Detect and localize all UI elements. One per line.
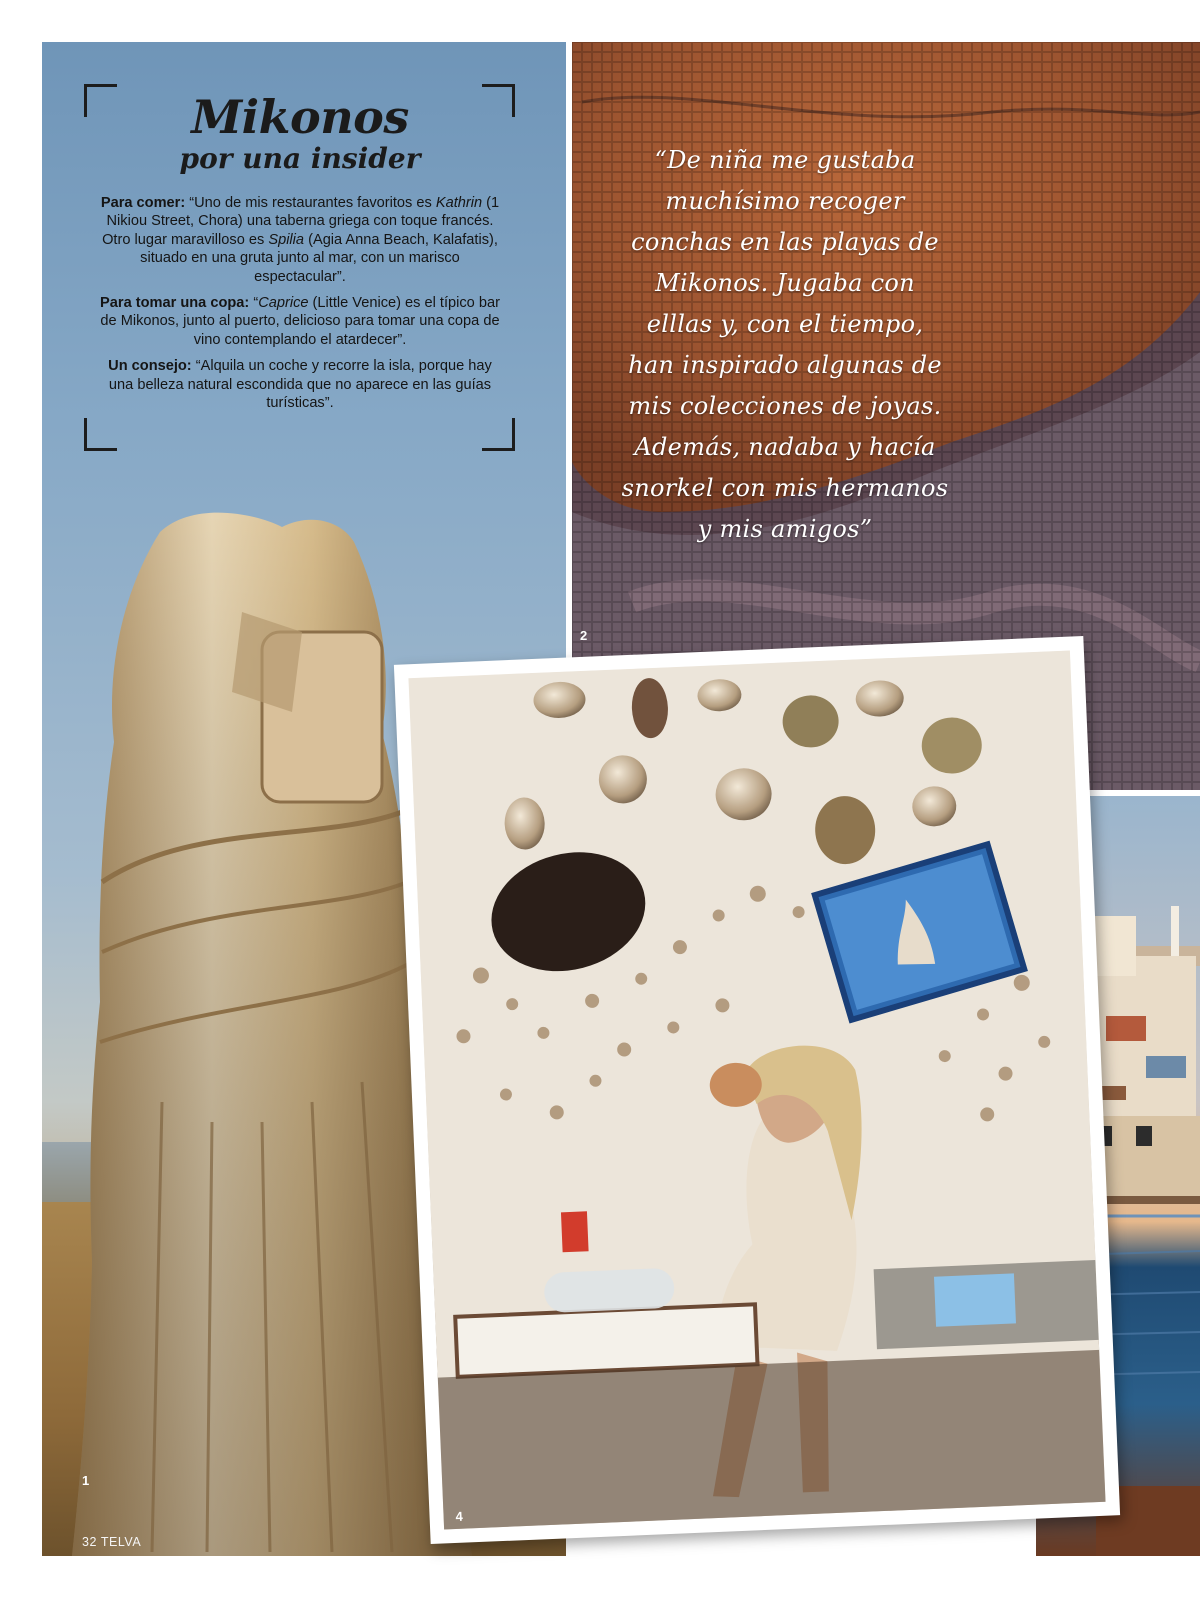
quote-line: han inspirado algunas de [628, 351, 942, 379]
restaurant-name: Spilia [268, 231, 305, 248]
quote-line: “De niña me gustaba [654, 146, 916, 174]
frame-corner-bottom-right [482, 418, 515, 451]
bar-name: Caprice [258, 295, 309, 312]
tip-label: Un consejo: [108, 358, 192, 375]
insider-tips [96, 194, 504, 420]
tip-text: (Little Venice) es el típico bar de Mikonos, junto al puerto, delicioso para tomar una copa de vino contemplando el atardecer”. [100, 295, 500, 348]
tip-text: “Alquila un coche y recorre la isla, porque hay una belleza natural escondida que no aparece en las guías turísticas”. [108, 358, 492, 412]
tip-text: (1 Nikiou Street, Chora) una taberna griega con toque francés. Otro lugar maravilloso es [102, 195, 500, 248]
tip-paragraph-eat [96, 194, 504, 286]
shell-room-photo-frame [394, 636, 1120, 1544]
tip-paragraph-advice [96, 357, 504, 412]
tip-label: Para comer: [100, 195, 186, 211]
quote-line: conchas en las playas de [631, 228, 939, 256]
quote-line: mis colecciones de joyas. [628, 392, 942, 420]
quote-line: elllas y, con el tiempo, [646, 310, 924, 338]
tip-paragraph-drink [96, 294, 504, 349]
shell-room-illustration [408, 651, 1105, 1530]
pull-quote [600, 140, 970, 550]
photo-number-4: 4 [455, 1508, 464, 1524]
quote-line: muchísimo recoger [665, 187, 905, 215]
frame-corner-bottom-left [84, 418, 117, 451]
article-subtitle: por una insider [179, 142, 421, 175]
photo-number-2: 2 [580, 628, 588, 643]
page-number: 32 [82, 1535, 97, 1549]
magazine-name: TELVA [100, 1535, 142, 1549]
restaurant-name: Kathrin [435, 195, 483, 211]
quote-line: Mikonos. Jugaba con [655, 269, 915, 297]
quote-line: y mis amigos” [697, 515, 873, 543]
tip-text: (Agia Anna Beach, Kalafatis), situado en una gruta junto al mar, con un marisco espectacular”. [140, 231, 498, 285]
shell-room-photo [408, 651, 1105, 1530]
photo-number-1: 1 [82, 1473, 90, 1488]
page-folio [82, 1535, 141, 1549]
article-title: Mikonos [191, 90, 409, 144]
tip-text: “ [249, 295, 259, 312]
tip-label: Para tomar una copa: [100, 295, 250, 312]
tip-text: “Uno de mis restaurantes favoritos es [185, 195, 436, 211]
quote-line: Además, nadaba y hacía [634, 433, 936, 461]
quote-line: snorkel con mis hermanos [621, 474, 949, 502]
